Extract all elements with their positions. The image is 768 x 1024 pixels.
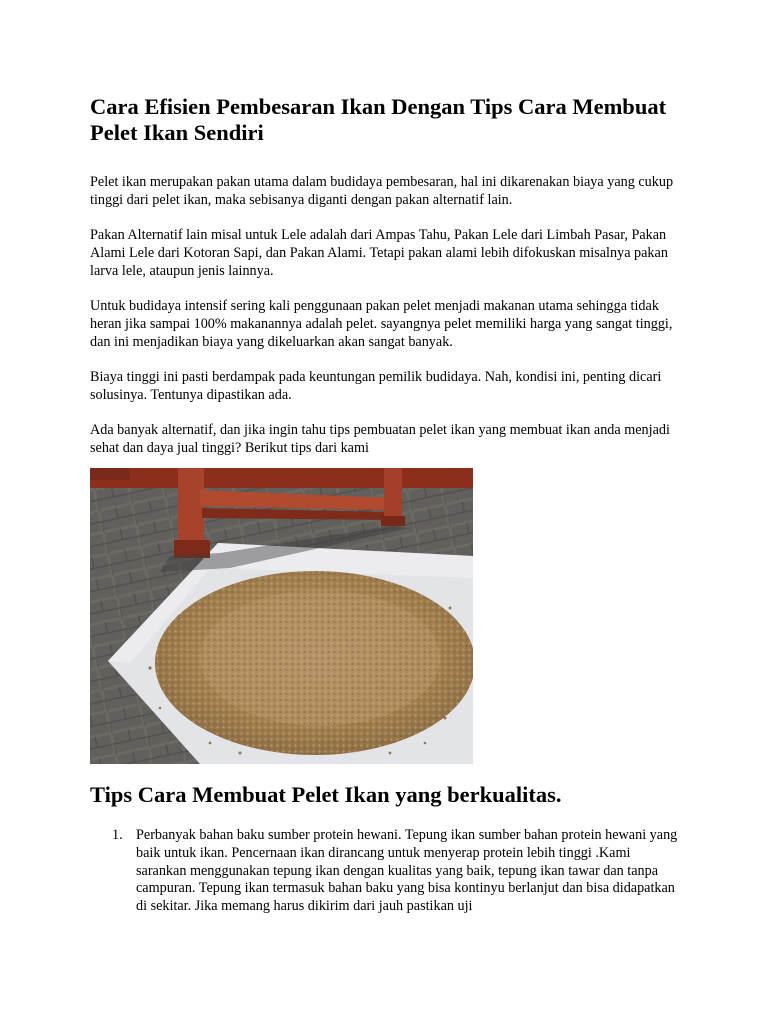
section-heading: Tips Cara Membuat Pelet Ikan yang berkualitas. <box>90 782 562 807</box>
list-item <box>90 827 680 916</box>
paragraph-4: Biaya tinggi ini pasti berdampak pada keuntungan pemilik budidaya. Nah, kondisi ini, penting dicari solusinya. Tentunya dipastikan ada. <box>90 368 662 403</box>
list-item-text: Perbanyak bahan baku sumber protein hewani. Tepung ikan sumber bahan protein hewani yang baik untuk ikan. Pencernaan ikan dirancang untuk menyerap protein lebih tinggi .Kami sarankan menggunakan tepung ikan dengan kualitas yang baik, tepung ikan tawar dan tanpa campuran. Tepung ikan termasuk bahan baku yang bisa kontinyu berlanjut dan bisa didapatkan di sekitar. Jika memang harus dikirim dari jauh pastikan uji <box>136 827 678 915</box>
article-body <box>90 94 680 458</box>
tips-list <box>90 827 680 916</box>
paragraph-2: Pakan Alternatif lain misal untuk Lele adalah dari Ampas Tahu, Pakan Lele dari Limbah Pasar, Pakan Alami Lele dari Kotoran Sapi, dan Pakan Alami. Tetapi pakan alami lebih difokuskan misalnya pakan larva lele, ataupun jenis lainnya. <box>90 227 668 279</box>
pellet-drying-photo <box>90 468 473 764</box>
article-title: Cara Efisien Pembesaran Ikan Dengan Tips Cara Membuat Pelet Ikan Sendiri <box>90 94 667 145</box>
paragraph-1: Pelet ikan merupakan pakan utama dalam budidaya pembesaran, hal ini dikarenakan biaya yang cukup tinggi dari pelet ikan, maka sebisanya diganti dengan pakan alternatif lain. <box>90 174 674 208</box>
paragraph-3: Untuk budidaya intensif sering kali penggunaan pakan pelet menjadi makanan utama sehingga tidak heran jika sampai 100% makanannya adalah pelet. sayangnya pelet memiliki harga yang sangat tinggi, dan ini menjadikan biaya yang dikeluarkan akan sangat banyak. <box>90 297 673 350</box>
list-item-number: 1. <box>112 827 123 843</box>
paragraph-5: Ada banyak alternatif, dan jika ingin tahu tips pembuatan pelet ikan yang membuat ikan anda menjadi sehat dan daya jual tinggi? Berikut tips dari kami <box>90 421 670 456</box>
